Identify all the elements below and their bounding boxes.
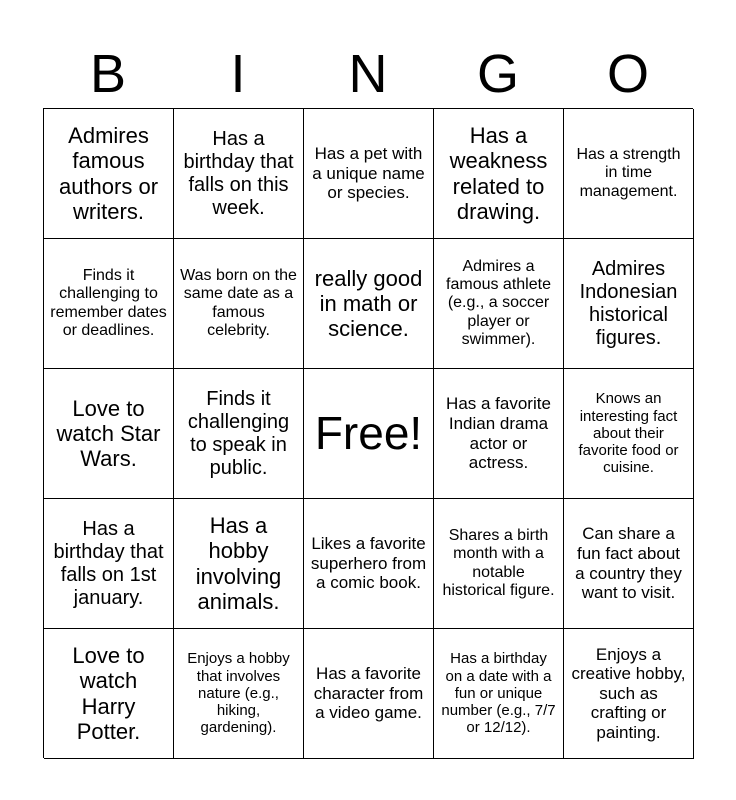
cell-text: Can share a fun fact about a country they want to visit. bbox=[575, 524, 682, 603]
bingo-board bbox=[43, 108, 693, 758]
cell-text: Has a hobby involving animals. bbox=[195, 512, 282, 614]
bingo-cell-r1-c2[interactable] bbox=[174, 109, 304, 239]
cell-text: Love to watch Harry Potter. bbox=[72, 642, 145, 744]
bingo-cell-r2-c4[interactable] bbox=[434, 239, 564, 369]
free-space-text: Free! bbox=[314, 407, 423, 460]
cell-text: Love to watch Star Wars. bbox=[56, 395, 161, 472]
cell-text: Has a favorite character from a video game. bbox=[313, 664, 424, 723]
bingo-cell-r5-c3[interactable] bbox=[304, 629, 434, 759]
cell-text: Has a birthday that falls on this week. bbox=[183, 127, 294, 219]
bingo-cell-r5-c1[interactable] bbox=[44, 629, 174, 759]
bingo-cell-r4-c2[interactable] bbox=[174, 499, 304, 629]
bingo-cell-r2-c3[interactable] bbox=[304, 239, 434, 369]
cell-text: Admires a famous athlete (e.g., a soccer player or swimmer). bbox=[446, 257, 551, 349]
header-letter-i: I bbox=[230, 44, 246, 104]
bingo-cell-r2-c1[interactable] bbox=[44, 239, 174, 369]
cell-text: Likes a favorite superhero from a comic book. bbox=[310, 534, 427, 593]
cell-text: Has a birthday that falls on 1st january. bbox=[53, 517, 164, 609]
bingo-cell-r5-c4[interactable] bbox=[434, 629, 564, 759]
cell-text: Has a weakness related to drawing. bbox=[449, 122, 548, 224]
cell-text: Has a birthday on a date with a fun or unique number (e.g., 7/7 or 12/12). bbox=[441, 650, 556, 737]
header-letter-n: N bbox=[348, 44, 388, 104]
cell-text: Knows an interesting fact about their favorite food or cuisine. bbox=[578, 390, 679, 477]
bingo-cell-free[interactable] bbox=[304, 369, 434, 499]
cell-text: Enjoys a hobby that involves nature (e.g., hiking, gardening). bbox=[187, 650, 290, 737]
bingo-cell-r1-c5[interactable] bbox=[564, 109, 694, 239]
bingo-cell-r5-c2[interactable] bbox=[174, 629, 304, 759]
bingo-cell-r4-c4[interactable] bbox=[434, 499, 564, 629]
bingo-cell-r4-c1[interactable] bbox=[44, 499, 174, 629]
cell-text: Admires Indonesian historical figures. bbox=[579, 257, 678, 349]
cell-text: Shares a birth month with a notable historical figure. bbox=[442, 526, 555, 599]
bingo-cell-r2-c5[interactable] bbox=[564, 239, 694, 369]
bingo-cell-r3-c1[interactable] bbox=[44, 369, 174, 499]
header-letter-o: O bbox=[606, 44, 649, 104]
bingo-header bbox=[43, 40, 693, 108]
bingo-cell-r3-c4[interactable] bbox=[434, 369, 564, 499]
cell-text: Finds it challenging to remember dates or deadlines. bbox=[50, 266, 167, 339]
cell-text: Has a favorite Indian drama actor or actress. bbox=[446, 394, 551, 473]
bingo-cell-r1-c4[interactable] bbox=[434, 109, 564, 239]
bingo-cell-r2-c2[interactable] bbox=[174, 239, 304, 369]
bingo-cell-r1-c1[interactable] bbox=[44, 109, 174, 239]
bingo-cell-r4-c5[interactable] bbox=[564, 499, 694, 629]
bingo-cell-r4-c3[interactable] bbox=[304, 499, 434, 629]
bingo-cell-r3-c2[interactable] bbox=[174, 369, 304, 499]
cell-text: Finds it challenging to speak in public. bbox=[187, 387, 290, 479]
cell-text: Admires famous authors or writers. bbox=[58, 122, 159, 224]
bingo-cell-r3-c5[interactable] bbox=[564, 369, 694, 499]
bingo-cell-r1-c3[interactable] bbox=[304, 109, 434, 239]
cell-text: Has a strength in time management. bbox=[576, 145, 681, 200]
cell-text: really good in math or science. bbox=[314, 265, 423, 342]
cell-text: Has a pet with a unique name or species. bbox=[312, 144, 425, 203]
header-letter-g: G bbox=[476, 44, 519, 104]
cell-text: Enjoys a creative hobby, such as crafting or painting. bbox=[571, 644, 686, 742]
bingo-cell-r5-c5[interactable] bbox=[564, 629, 694, 759]
header-letter-b: B bbox=[89, 44, 127, 104]
cell-text: Was born on the same date as a famous celebrity. bbox=[180, 266, 297, 339]
